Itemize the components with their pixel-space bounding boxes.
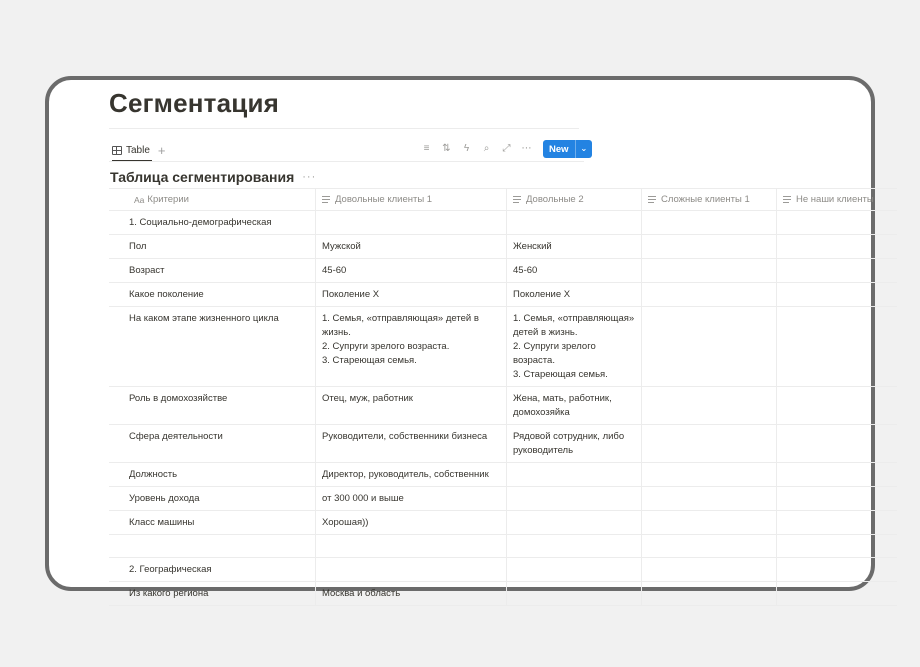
- table-cell[interactable]: [316, 211, 507, 234]
- view-tab-label: Table: [126, 144, 150, 156]
- table-cell[interactable]: [316, 558, 507, 581]
- table-row: [109, 235, 897, 259]
- table-cell[interactable]: [777, 463, 897, 486]
- table-row: [109, 463, 897, 487]
- table-row: [109, 487, 897, 511]
- table-cell[interactable]: Руководители, собственники бизнеса: [316, 425, 507, 462]
- table-cell[interactable]: от 300 000 и выше: [316, 487, 507, 510]
- column-header-label: Не наши клиенты: [796, 193, 874, 205]
- table-cell[interactable]: Мужской: [316, 235, 507, 258]
- table-header: [109, 188, 897, 211]
- table-cell[interactable]: [507, 487, 642, 510]
- table-cell[interactable]: [777, 307, 897, 386]
- title-property-icon: Aa: [134, 194, 145, 205]
- table-cell[interactable]: [642, 425, 777, 462]
- table-cell[interactable]: 1. Семья, «отправляющая» детей в жизнь. 2. Супруги зрелого возраста. 3. Стареющая семья.: [316, 307, 507, 386]
- table-cell[interactable]: Уровень дохода: [109, 487, 316, 510]
- table-cell[interactable]: Отец, муж, работник: [316, 387, 507, 424]
- automation-icon[interactable]: ϟ: [463, 143, 470, 154]
- table-cell[interactable]: [507, 511, 642, 534]
- expand-icon[interactable]: ⤢: [502, 143, 511, 154]
- table-cell[interactable]: [507, 211, 642, 234]
- table-cell[interactable]: Женский: [507, 235, 642, 258]
- filter-icon[interactable]: ≡: [423, 143, 430, 154]
- table-cell[interactable]: [642, 235, 777, 258]
- table-row: [109, 387, 897, 425]
- table-cell[interactable]: Директор, руководитель, собственник: [316, 463, 507, 486]
- table-cell[interactable]: 45-60: [507, 259, 642, 282]
- table-cell[interactable]: [507, 582, 642, 605]
- table-cell[interactable]: [642, 211, 777, 234]
- table-cell[interactable]: [777, 235, 897, 258]
- table-cell[interactable]: [642, 558, 777, 581]
- chevron-down-icon[interactable]: ⌄: [575, 140, 593, 158]
- table-cell[interactable]: [642, 511, 777, 534]
- table-cell[interactable]: [777, 535, 897, 557]
- toolbar-divider: [109, 161, 584, 162]
- table-cell[interactable]: [777, 211, 897, 234]
- table-cell[interactable]: [507, 558, 642, 581]
- table-cell[interactable]: [642, 487, 777, 510]
- column-header-not-ours[interactable]: [777, 189, 897, 210]
- table-cell[interactable]: Рядовой сотрудник, либо руководитель: [507, 425, 642, 462]
- table-row: [109, 582, 897, 606]
- table-cell[interactable]: Роль в домохозяйстве: [109, 387, 316, 424]
- table-cell[interactable]: Класс машины: [109, 511, 316, 534]
- page-content: [49, 80, 874, 599]
- table-cell[interactable]: 1. Социально-демографическая: [109, 211, 316, 234]
- search-icon[interactable]: ⌕: [483, 143, 490, 154]
- new-button-label: New: [549, 143, 569, 155]
- database-more-icon[interactable]: ···: [302, 171, 317, 183]
- table-cell[interactable]: Поколение X: [316, 283, 507, 306]
- table-cell[interactable]: 45-60: [316, 259, 507, 282]
- table-cell[interactable]: 2. Географическая: [109, 558, 316, 581]
- table-cell[interactable]: [642, 259, 777, 282]
- table-cell[interactable]: На каком этапе жизненного цикла: [109, 307, 316, 386]
- table-row: [109, 511, 897, 535]
- sort-icon[interactable]: ⇅: [442, 143, 451, 154]
- device-frame: [45, 76, 875, 599]
- database-title-text: Таблица сегментирования: [110, 169, 295, 185]
- table-cell[interactable]: [642, 535, 777, 557]
- column-header-label: Критерии: [147, 193, 189, 205]
- table-cell[interactable]: [109, 535, 316, 557]
- table-cell[interactable]: Должность: [109, 463, 316, 486]
- table-cell[interactable]: Какое поколение: [109, 283, 316, 306]
- column-header-label: Довольные 2: [526, 193, 584, 205]
- table-cell[interactable]: [507, 535, 642, 557]
- table-row: [109, 425, 897, 463]
- table-cell[interactable]: [642, 283, 777, 306]
- new-button[interactable]: [543, 140, 592, 158]
- table-icon: [112, 146, 122, 155]
- table-row: [109, 211, 897, 235]
- table-cell[interactable]: [777, 558, 897, 581]
- table-cell[interactable]: [777, 487, 897, 510]
- column-header-satisfied-2[interactable]: [507, 189, 642, 210]
- table-cell[interactable]: 1. Семья, «отправляющая» детей в жизнь. 2. Супруги зрелого возраста. 3. Стареющая семья.: [507, 307, 642, 386]
- table-cell[interactable]: [507, 463, 642, 486]
- table-row: [109, 558, 897, 582]
- table-cell[interactable]: Пол: [109, 235, 316, 258]
- table-cell[interactable]: [777, 425, 897, 462]
- table-cell[interactable]: [642, 387, 777, 424]
- add-view-button[interactable]: +: [157, 142, 166, 158]
- more-icon[interactable]: ⋯: [521, 143, 532, 154]
- column-header-label: Сложные клиенты 1: [661, 193, 750, 205]
- table-cell[interactable]: [777, 511, 897, 534]
- table-cell[interactable]: [316, 535, 507, 557]
- table-cell[interactable]: Жена, мать, работник, домохозяйка: [507, 387, 642, 424]
- table-cell[interactable]: Из какого региона: [109, 582, 316, 605]
- table-cell[interactable]: [642, 582, 777, 605]
- text-lines-icon: [322, 196, 330, 203]
- table-row: [109, 283, 897, 307]
- text-lines-icon: [513, 196, 521, 203]
- table-row: [109, 307, 897, 387]
- column-header-criteria[interactable]: [109, 189, 316, 210]
- column-header-difficult-1[interactable]: [642, 189, 777, 210]
- table-cell[interactable]: Хорошая)): [316, 511, 507, 534]
- table-cell[interactable]: Поколение X: [507, 283, 642, 306]
- database-toolbar: [421, 139, 592, 159]
- table-cell[interactable]: [642, 463, 777, 486]
- table-cell[interactable]: [777, 283, 897, 306]
- column-header-satisfied-1[interactable]: [316, 189, 507, 210]
- table-cell[interactable]: [777, 387, 897, 424]
- segmentation-table: [109, 188, 897, 606]
- table-cell[interactable]: Сфера деятельности: [109, 425, 316, 462]
- database-title: [110, 169, 316, 185]
- title-divider: [109, 128, 579, 129]
- text-lines-icon: [648, 196, 656, 203]
- table-row: [109, 535, 897, 558]
- table-row: [109, 259, 897, 283]
- page-title: Сегментация: [109, 88, 279, 118]
- table-cell[interactable]: [777, 582, 897, 605]
- table-cell[interactable]: Возраст: [109, 259, 316, 282]
- table-cell[interactable]: [642, 307, 777, 386]
- view-tab-table[interactable]: [112, 145, 150, 156]
- table-cell[interactable]: [777, 259, 897, 282]
- table-cell[interactable]: Москва и область: [316, 582, 507, 605]
- view-bar: [112, 140, 166, 160]
- column-header-label: Довольные клиенты 1: [335, 193, 433, 205]
- text-lines-icon: [783, 196, 791, 203]
